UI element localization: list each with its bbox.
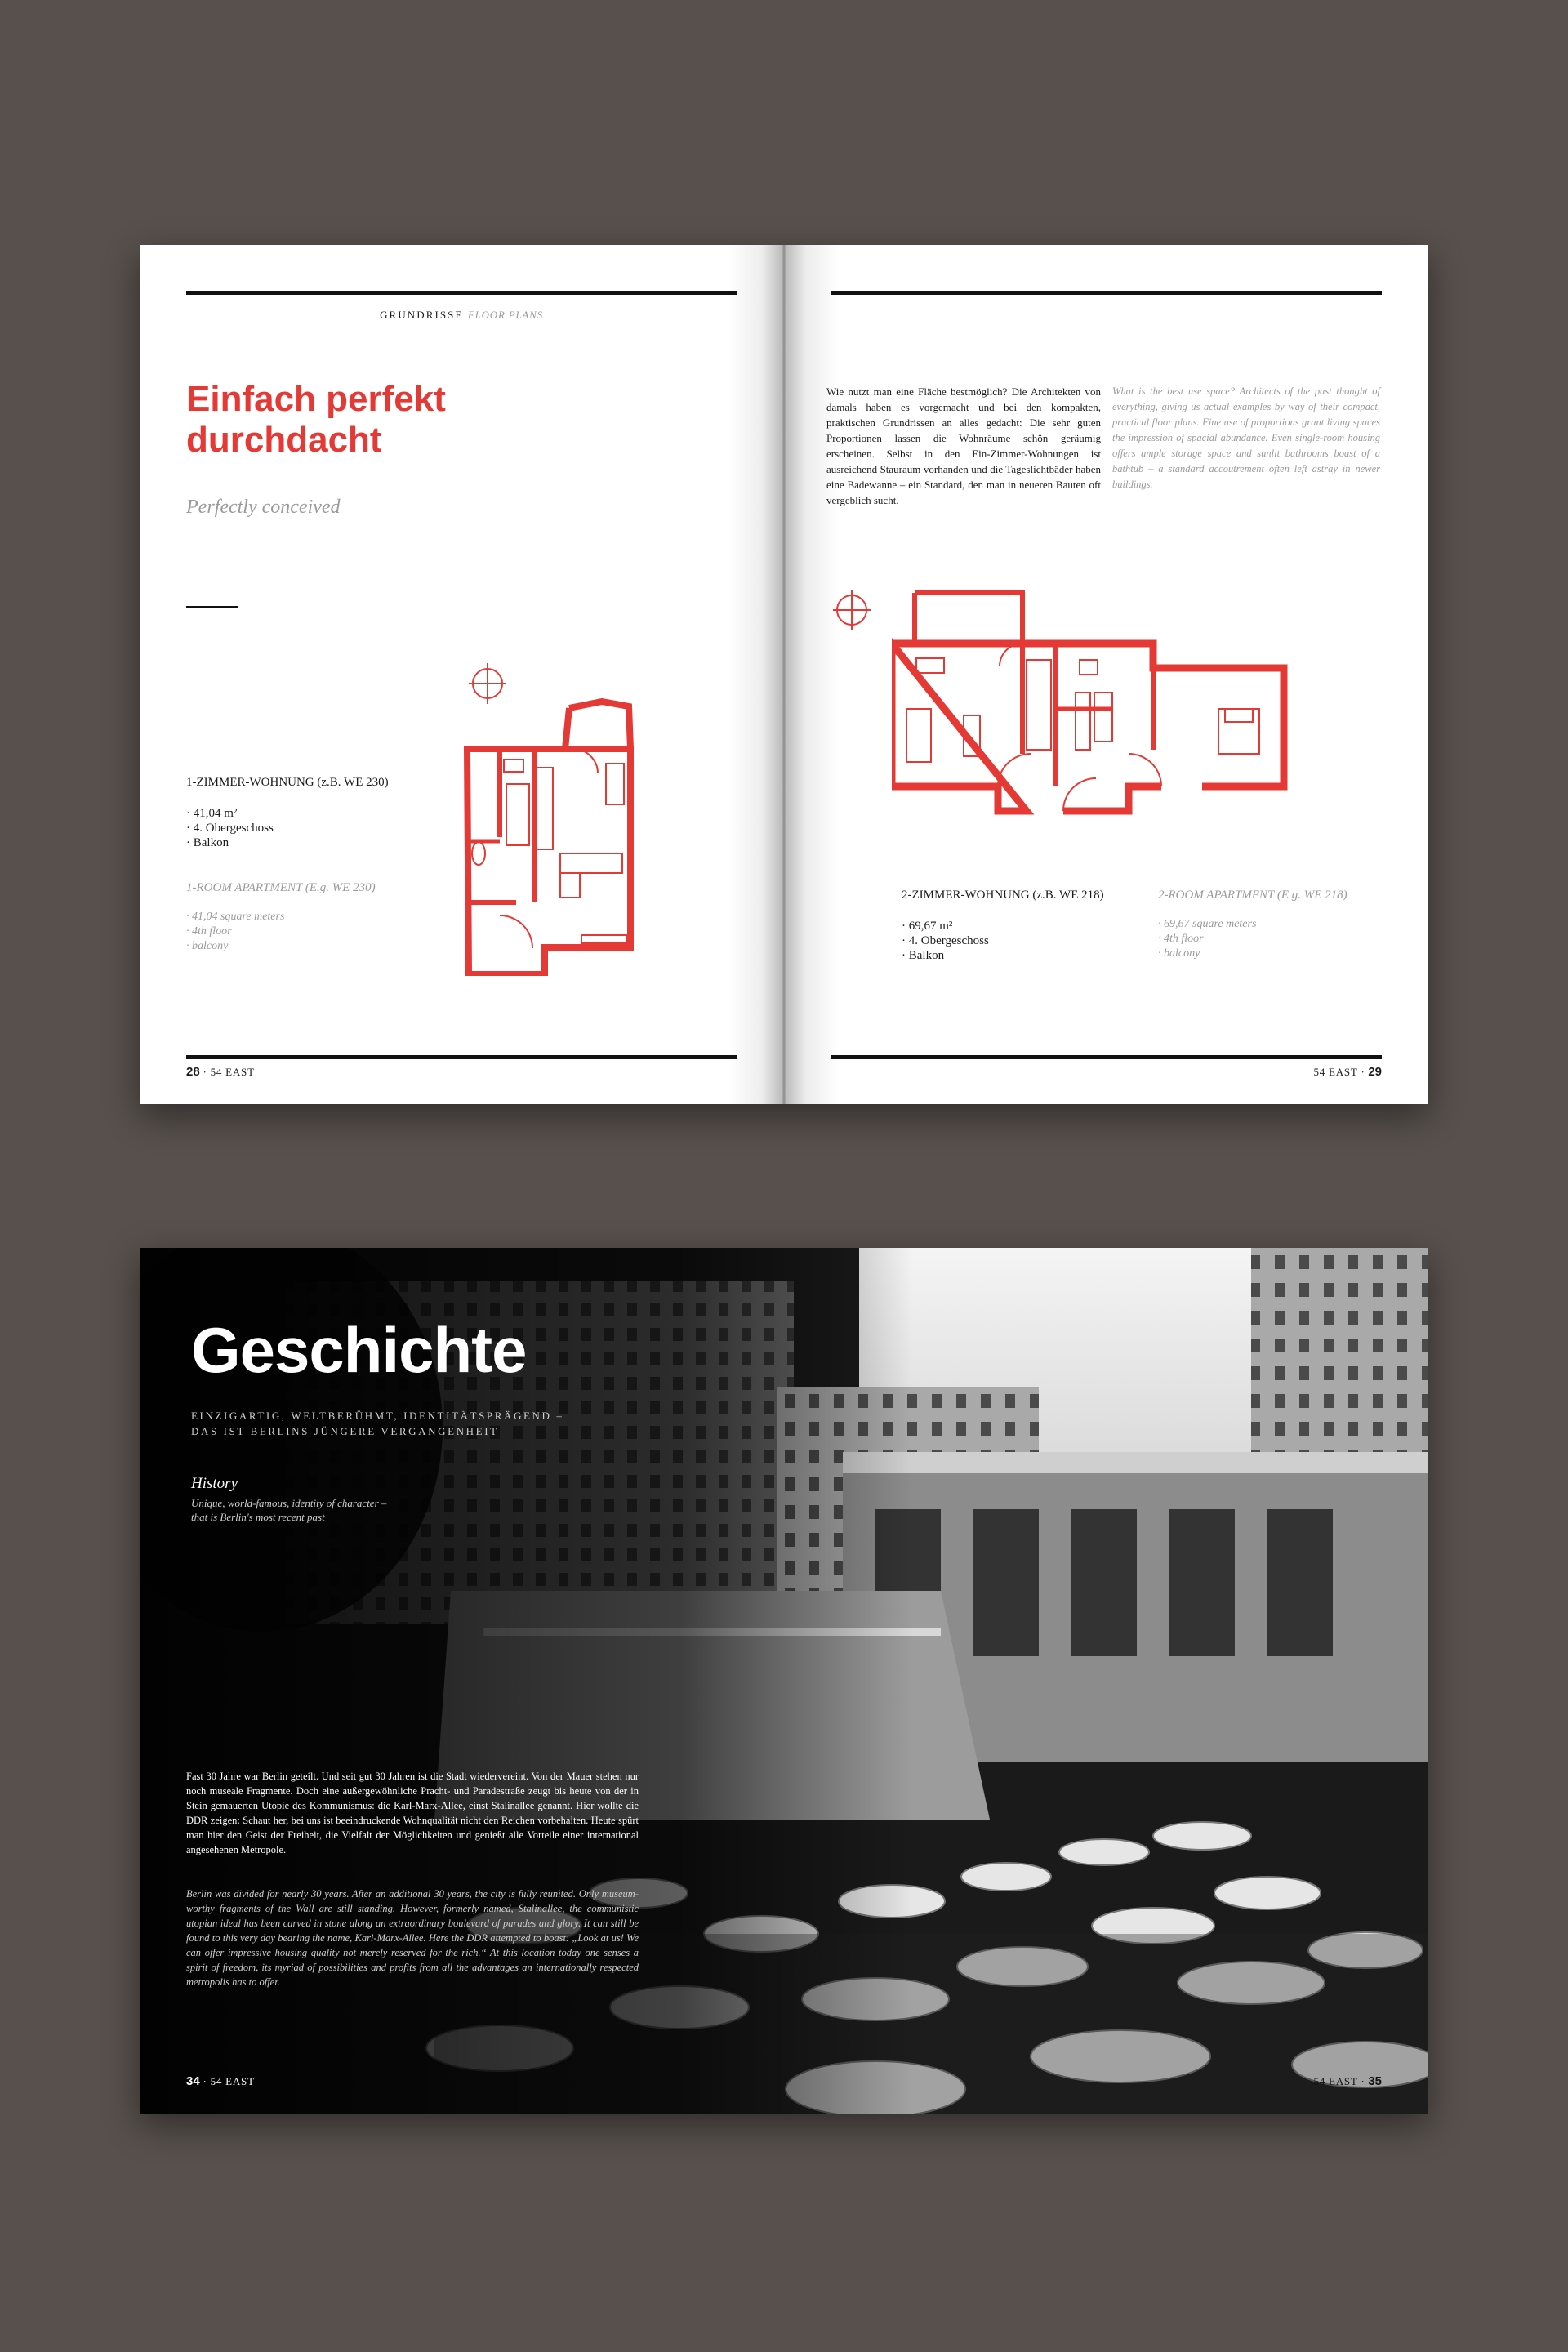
feature-item-en: · balcony	[1158, 947, 1200, 960]
page-title: Geschichte	[191, 1314, 527, 1386]
body-text-en: Berlin was divided for nearly 30 years. After an additional 30 years, the city is fully reunited. Only museum-worthy fragments of the Wall are still standing. However, formerly named, Stalinallee, the communistic utopian ideal has been carved in stone along an extraordinary boulevard of parades and glory. It can still be found to this very day bearing the name, Karl-Marx-Allee. Here the DDR attempted to boast: „Look at us! We can offer impressive housing quality not merely reserved for the rich.“ At this location today one senses a spirit of freedom, its myriad of possibilities and profits from all the advantages an internationally respected metropolis has to offer.	[186, 1888, 639, 1988]
apartment-features-en	[186, 910, 389, 954]
section-label-en: FLOOR PLANS	[467, 309, 543, 321]
page-footer-left	[186, 1065, 255, 1080]
apartment-info-2room-en	[1158, 889, 1348, 961]
feature-item: · Balkon	[902, 949, 945, 962]
body-text-de: Wie nutzt man eine Fläche bestmöglich? Die Architekten von damals haben es vorgemacht und bei den kompakten, praktischen Grundrissen an alles gedacht: Die sehr guten Proportionen lassen die Wohnräume schön geräumig erscheinen. Selbst in den Ein-Zimmer-Wohnungen ist ausreichend Stauraum vorhanden und die Tageslichtbäder haben eine Badewanne – ein Standard, den man in neueren Bauten oft vergeblich sucht.	[826, 385, 1101, 506]
feature-item: · Balkon	[186, 836, 229, 849]
apartment-title: 1-ZIMMER-WOHNUNG (z.B. WE 230)	[186, 776, 389, 789]
feature-item-en: · balcony	[186, 940, 229, 952]
apartment-features	[186, 806, 389, 850]
feature-item: · 69,67 m²	[902, 920, 953, 933]
body-text-de: Fast 30 Jahre war Berlin geteilt. Und seit gut 30 Jahren ist die Stadt wiedervereint. Von der Mauer stehen nur noch museale Fragmente. Doch eine außergewöhnliche Pracht- und Paradestraße zeugt bis heute von der in Stein gemauerten Utopie des Kommunismus: die Karl-Marx-Allee, einst Stalinallee genannt. Hier wollte die DDR zeigen: Schaut her, bei uns ist beeindruckende Wohnqualität nicht den Reichen vorbehalten. Heute spürt man hier den Geist der Freiheit, die Vielfalt der Möglichkeiten und genießt alle Vorteile einer international angesehenen Metropole.	[186, 1771, 639, 1855]
short-rule	[186, 606, 238, 608]
subtitle-line-1: EINZIGARTIG, WELTBERÜHMT, IDENTITÄTSPRÄGEND –	[191, 1410, 564, 1422]
page-subtitle: Perfectly conceived	[186, 497, 341, 518]
folio: · 54 EAST	[203, 2075, 255, 2087]
apartment-title-en: 1-ROOM APARTMENT (E.g. WE 230)	[186, 881, 376, 894]
page-footer-right	[1313, 2074, 1382, 2089]
top-rule-left	[186, 291, 737, 295]
apartment-features-en	[1158, 917, 1348, 961]
page-number: 29	[1368, 1065, 1382, 1079]
folio: · 54 EAST	[203, 1066, 255, 1078]
compass-icon	[831, 590, 872, 630]
history-spread	[140, 1248, 1428, 2114]
apartment-title: 2-ZIMMER-WOHNUNG (z.B. WE 218)	[902, 889, 1104, 902]
body-text-en: What is the best use space? Architects of the past thought of everything, giving us actual examples by way of their compact, practical floor plans. Fine use of proportions grant living spaces the impression of spacial abundance. Even single-room housing offers ample storage space and sunlit bathrooms boast of a bathtub – a standard accoutrement often left astray in newer buildings.	[1112, 385, 1380, 490]
title-line-2: durchdacht	[186, 420, 382, 460]
feature-item-en: · 69,67 square meters	[1158, 918, 1257, 930]
subtitle-line-2: DAS IST BERLINS JÜNGERE VERGANGENHEIT	[191, 1425, 499, 1437]
feature-item-en: · 41,04 square meters	[186, 911, 285, 923]
section-header	[186, 309, 737, 322]
feature-item: · 4. Obergeschoss	[186, 822, 274, 835]
apartment-info-2room	[902, 889, 1104, 963]
bottom-rule-left	[186, 1055, 737, 1059]
feature-item: · 4. Obergeschoss	[902, 934, 989, 947]
apartment-title-en: 2-ROOM APARTMENT (E.g. WE 218)	[1158, 889, 1348, 902]
apartment-info-1room	[186, 776, 389, 954]
page-number: 35	[1368, 2074, 1382, 2088]
bottom-rule-right	[831, 1055, 1382, 1059]
page-subtitle	[191, 1408, 564, 1439]
floor-plans-spread	[140, 245, 1428, 1104]
section-subtitle-line-2: that is Berlin's most recent past	[191, 1511, 325, 1523]
feature-item: · 41,04 m²	[186, 807, 238, 820]
feature-item-en: · 4th floor	[1158, 933, 1204, 945]
section-subtitle-en	[191, 1496, 386, 1524]
title-line-1: Einfach perfekt	[186, 379, 446, 419]
top-rule-right	[831, 291, 1382, 295]
section-title-en: History	[191, 1475, 238, 1492]
folio: 54 EAST ·	[1313, 2075, 1365, 2087]
section-subtitle-line-1: Unique, world-famous, identity of character –	[191, 1497, 387, 1509]
page-footer-left	[186, 2074, 255, 2089]
page-footer-right	[1313, 1065, 1382, 1080]
feature-item-en: · 4th floor	[186, 925, 232, 938]
page-number: 34	[186, 2074, 200, 2088]
page-number: 28	[186, 1065, 200, 1079]
folio: 54 EAST ·	[1313, 1066, 1365, 1078]
spread-gutter	[728, 245, 840, 1104]
section-label: GRUNDRISSE	[380, 309, 464, 321]
apartment-features	[902, 919, 1104, 963]
page-title	[186, 379, 446, 461]
floor-plan-1-room	[459, 698, 737, 976]
floor-plan-2-room	[892, 586, 1300, 848]
